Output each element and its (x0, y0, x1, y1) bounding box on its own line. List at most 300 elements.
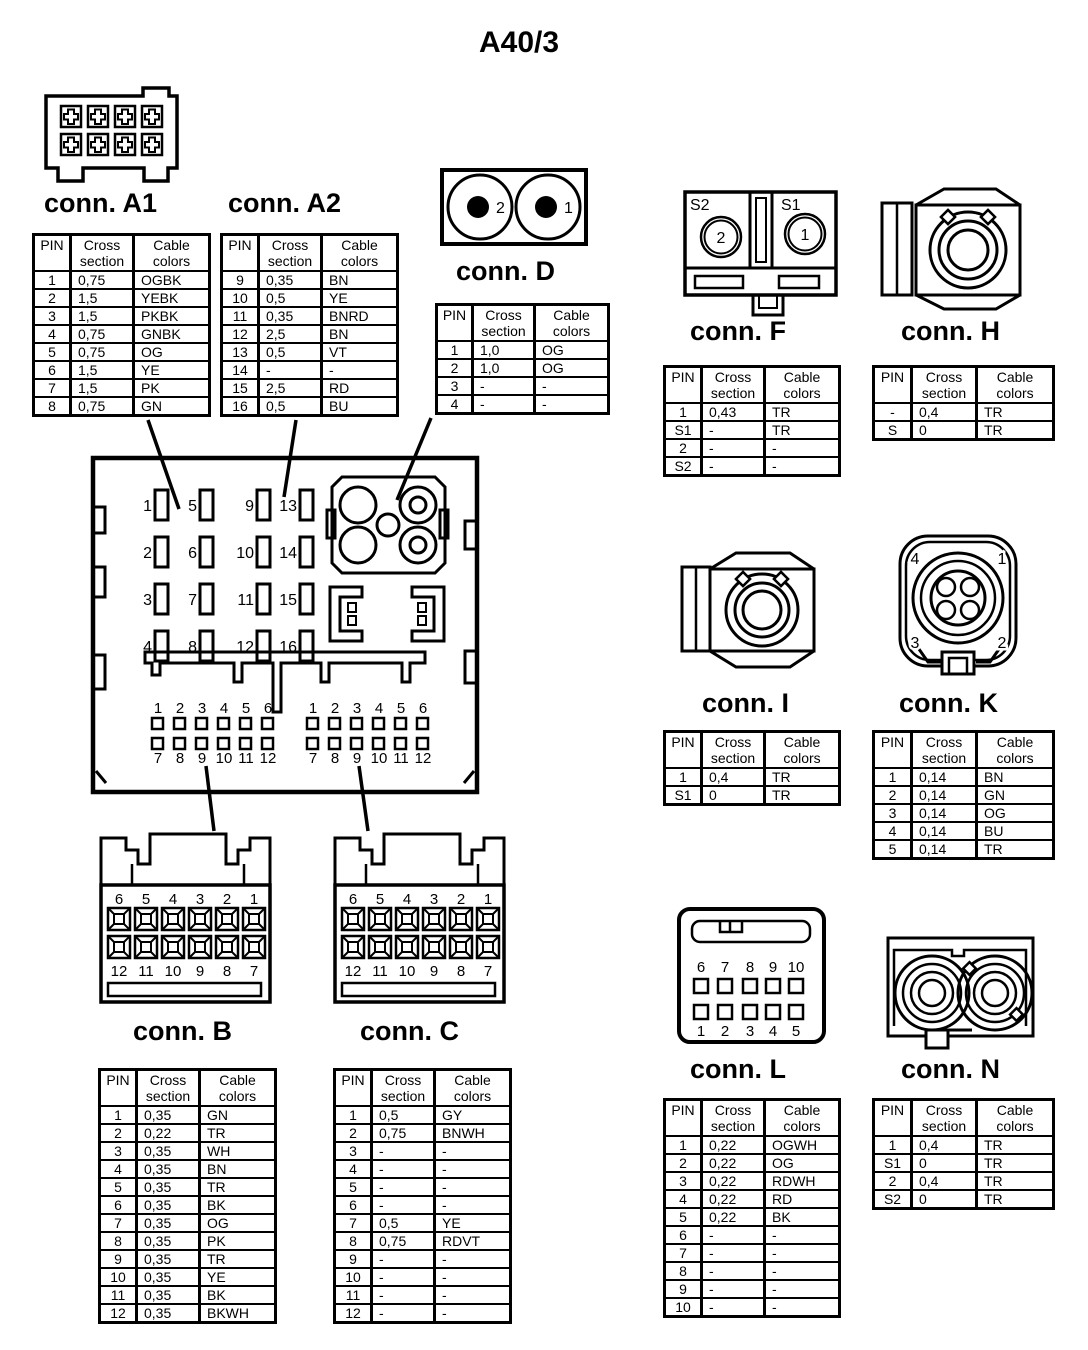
table-cell: 12 (222, 325, 259, 343)
pin-number: 4 (768, 1023, 778, 1040)
pin-number: 8 (330, 750, 340, 767)
table-cell: BU (977, 822, 1054, 840)
table-cell: 0 (702, 786, 765, 805)
table-cell: BKWH (200, 1304, 276, 1323)
table-cell: 0,35 (137, 1250, 200, 1268)
pin-number: 3 (197, 700, 207, 717)
col-cross-section: Cross section (137, 1070, 200, 1107)
table-cell: 0,75 (372, 1232, 435, 1250)
pin-number: 1 (800, 227, 810, 244)
table-row (335, 1304, 511, 1323)
pin-number: 8 (456, 963, 466, 980)
pin-number: 4 (168, 891, 178, 908)
table-cell: 0,35 (137, 1178, 200, 1196)
table-cell: YE (322, 289, 398, 307)
table-cell: 11 (222, 307, 259, 325)
table-cell: 7 (100, 1214, 137, 1232)
table-row (665, 786, 840, 805)
pin-number: 6 (114, 891, 124, 908)
table-cell: GN (977, 786, 1054, 804)
table-cell: - (535, 395, 609, 414)
conn-b-plug-drawing (98, 830, 273, 1010)
b-top-numbers (115, 891, 258, 908)
conn-l-label: conn. L (690, 1054, 786, 1084)
table-cell: PK (200, 1232, 276, 1250)
table-row (665, 768, 840, 786)
table-cell: 0,5 (259, 289, 322, 307)
table-cell: 11 (100, 1286, 137, 1304)
table-row (665, 1172, 840, 1190)
table-cell: RDWH (765, 1172, 840, 1190)
table-row (100, 1214, 276, 1232)
table-cell: 0,35 (259, 307, 322, 325)
table-row (665, 1226, 840, 1244)
table-cell: 2,5 (259, 325, 322, 343)
pin-number: 10 (787, 959, 805, 976)
pin-number: 9 (245, 498, 254, 515)
pin-number: 3 (745, 1023, 755, 1040)
table-cell: 6 (665, 1226, 702, 1244)
table-cell: 10 (100, 1268, 137, 1286)
pin-number: 5 (188, 498, 197, 515)
pin-number: 6 (348, 891, 358, 908)
col-cable-colors: Cable colors (765, 367, 840, 404)
pin-number: 2 (222, 891, 232, 908)
table-row (100, 1304, 276, 1323)
table-cell: 2 (335, 1124, 372, 1142)
table-cell: 0,35 (137, 1142, 200, 1160)
table-row (665, 1208, 840, 1226)
conn-c-pin-table (333, 1068, 512, 1324)
table-cell: TR (977, 840, 1054, 859)
table-cell: 1 (34, 271, 71, 289)
table-row (665, 1154, 840, 1172)
pin-number: 2 (716, 230, 726, 247)
shield-label: S1 (781, 197, 801, 214)
col-cable-colors: Cable colors (977, 732, 1054, 769)
pin-number: 9 (197, 750, 207, 767)
table-cell: - (702, 1280, 765, 1298)
conn-a1-pin-table (32, 233, 211, 417)
table-cell: 1 (100, 1106, 137, 1124)
f-shield-labels (690, 197, 801, 214)
table-cell: 5 (874, 840, 912, 859)
table-cell: - (874, 403, 912, 421)
l-top-numbers (697, 959, 805, 976)
table-row (874, 403, 1054, 421)
table-cell: 0,4 (912, 1172, 977, 1190)
pin-number: 11 (237, 592, 254, 609)
table-cell: 0,75 (71, 271, 134, 289)
table-row (100, 1196, 276, 1214)
table-row (874, 1190, 1054, 1209)
pin-number: 4 (143, 639, 152, 656)
table-cell: 12 (100, 1304, 137, 1323)
pin-number: 4 (910, 551, 920, 568)
pin-number: 6 (696, 959, 706, 976)
table-cell: 2 (665, 439, 702, 457)
conn-l-plug-drawing (676, 906, 830, 1048)
table-cell: 0,75 (71, 397, 134, 416)
table-cell: - (765, 439, 840, 457)
pin-number: 5 (375, 891, 385, 908)
b-sockets (108, 908, 265, 958)
table-cell: 10 (665, 1298, 702, 1317)
pin-number: 16 (279, 639, 297, 656)
conn-k-label: conn. K (899, 688, 998, 718)
table-cell: YE (200, 1268, 276, 1286)
table-cell: BNRD (322, 307, 398, 325)
table-row (335, 1178, 511, 1196)
pin-number: 9 (768, 959, 778, 976)
table-cell: 7 (665, 1244, 702, 1262)
table-cell: - (765, 1244, 840, 1262)
c-sockets (342, 908, 499, 958)
table-cell: 1 (874, 768, 912, 786)
conn-b-label: conn. B (133, 1016, 232, 1046)
table-row (335, 1232, 511, 1250)
table-cell: RD (322, 379, 398, 397)
table-cell: 9 (222, 271, 259, 289)
table-cell: TR (977, 1136, 1054, 1154)
table-cell: 10 (335, 1268, 372, 1286)
table-row (874, 822, 1054, 840)
table-cell: 0,35 (137, 1106, 200, 1124)
table-cell: 1,5 (71, 289, 134, 307)
table-cell: - (702, 439, 765, 457)
pin-number: 12 (344, 963, 362, 980)
col-cross-section: Cross section (259, 235, 322, 272)
table-cell: YE (134, 361, 210, 379)
pin-number: 11 (138, 963, 154, 980)
table-row (335, 1286, 511, 1304)
table-row (665, 1136, 840, 1154)
table-cell: - (765, 457, 840, 476)
table-cell: 3 (34, 307, 71, 325)
table-cell: 2 (100, 1124, 137, 1142)
table-cell: 0,35 (137, 1232, 200, 1250)
pin-number: 5 (396, 700, 406, 717)
table-cell: - (702, 1244, 765, 1262)
table-cell: OG (134, 343, 210, 361)
table-row (437, 377, 609, 395)
table-cell: 4 (874, 822, 912, 840)
table-cell: 2 (665, 1154, 702, 1172)
table-cell: 2 (34, 289, 71, 307)
table-cell: 1,0 (473, 341, 535, 359)
table-row (665, 1298, 840, 1317)
table-cell: 3 (665, 1172, 702, 1190)
col-cable-colors: Cable colors (765, 1100, 840, 1137)
pin-number: 3 (910, 635, 920, 652)
col-cross-section: Cross section (702, 367, 765, 404)
table-row (34, 325, 210, 343)
pin-number: 10 (370, 750, 388, 767)
table-cell: GN (200, 1106, 276, 1124)
table-cell: 0,35 (137, 1286, 200, 1304)
table-row (34, 289, 210, 307)
f-pin-numbers (717, 227, 810, 247)
col-pin: PIN (665, 732, 702, 769)
table-row (665, 1262, 840, 1280)
table-cell: GN (134, 397, 210, 416)
table-cell: 5 (665, 1208, 702, 1226)
conn-d-plug-drawing (440, 168, 588, 246)
table-row (665, 439, 840, 457)
table-cell: PK (134, 379, 210, 397)
pin-number: 8 (175, 750, 185, 767)
table-cell: TR (977, 1154, 1054, 1172)
table-cell: - (322, 361, 398, 379)
conn-b-pin-table (98, 1068, 277, 1324)
pin-number: 12 (414, 750, 432, 767)
table-cell: - (702, 421, 765, 439)
table-cell: 0,35 (137, 1214, 200, 1232)
table-cell: - (702, 1262, 765, 1280)
table-cell: 0,22 (702, 1190, 765, 1208)
table-row (222, 325, 398, 343)
table-row (874, 1136, 1054, 1154)
table-cell: 1 (335, 1106, 372, 1124)
table-cell: TR (977, 403, 1054, 421)
table-row (100, 1160, 276, 1178)
col-pin: PIN (222, 235, 259, 272)
col-pin: PIN (437, 305, 473, 342)
table-row (222, 307, 398, 325)
table-cell: 11 (335, 1286, 372, 1304)
conn-a1-label: conn. A1 (44, 188, 158, 218)
conn-h-plug-drawing (880, 183, 1032, 311)
table-cell: - (473, 377, 535, 395)
table-row (335, 1196, 511, 1214)
table-cell: 7 (335, 1214, 372, 1232)
table-cell: 3 (100, 1142, 137, 1160)
table-row (34, 361, 210, 379)
table-cell: 0 (912, 1154, 977, 1172)
pin-number: 7 (188, 592, 197, 609)
table-cell: OG (200, 1214, 276, 1232)
pin-number: 15 (279, 592, 297, 609)
table-cell: TR (765, 403, 840, 421)
table-row (100, 1268, 276, 1286)
table-cell: - (765, 1262, 840, 1280)
table-row (874, 1154, 1054, 1172)
table-row (874, 804, 1054, 822)
table-cell: BNWH (435, 1124, 511, 1142)
table-cell: BK (765, 1208, 840, 1226)
table-cell: 10 (222, 289, 259, 307)
pin-number: 3 (429, 891, 439, 908)
col-cross-section: Cross section (912, 732, 977, 769)
slot-pins (155, 490, 313, 661)
table-row (665, 1244, 840, 1262)
table-row (100, 1124, 276, 1142)
table-cell: BN (977, 768, 1054, 786)
pin-number: 1 (696, 1023, 706, 1040)
c-bottom-numbers (345, 963, 493, 980)
table-row (437, 395, 609, 414)
table-cell: - (535, 377, 609, 395)
table-row (665, 457, 840, 476)
table-row (665, 1280, 840, 1298)
col-cross-section: Cross section (702, 732, 765, 769)
table-cell: 8 (34, 397, 71, 416)
micro-pin-blocks (152, 718, 428, 749)
pin-number: 4 (219, 700, 229, 717)
table-cell: - (702, 1298, 765, 1317)
conn-f-label: conn. F (690, 316, 786, 346)
pin-number: 7 (308, 750, 318, 767)
table-cell: 4 (100, 1160, 137, 1178)
col-pin: PIN (874, 732, 912, 769)
pin-number: 12 (236, 639, 254, 656)
pin-number: 12 (110, 963, 128, 980)
b-bottom-numbers (111, 963, 259, 980)
col-cross-section: Cross section (702, 1100, 765, 1137)
pin-number: 1 (564, 200, 573, 217)
table-cell: 12 (335, 1304, 372, 1323)
table-cell: 0,75 (71, 343, 134, 361)
table-cell: 3 (874, 804, 912, 822)
pin-number: 5 (791, 1023, 801, 1040)
conn-c-plug-drawing (332, 830, 507, 1010)
col-cable-colors: Cable colors (977, 1100, 1054, 1137)
table-cell: BU (322, 397, 398, 416)
table-cell: - (259, 361, 322, 379)
table-row (222, 271, 398, 289)
conn-d-label: conn. D (456, 256, 555, 286)
table-cell: OG (535, 359, 609, 377)
table-cell: RDVT (435, 1232, 511, 1250)
pin-number: 3 (195, 891, 205, 908)
table-cell: 0,35 (137, 1196, 200, 1214)
table-row (437, 341, 609, 359)
table-cell: 0,14 (912, 768, 977, 786)
pin-number: 10 (236, 545, 254, 562)
table-cell: 16 (222, 397, 259, 416)
table-cell: - (435, 1250, 511, 1268)
table-cell: GY (435, 1106, 511, 1124)
table-cell: - (765, 1298, 840, 1317)
table-cell: 2,5 (259, 379, 322, 397)
pin-number: 12 (259, 750, 277, 767)
pin-number: 4 (374, 700, 384, 717)
table-cell: S (874, 421, 912, 440)
table-cell: 2 (874, 786, 912, 804)
conn-i-plug-drawing (680, 543, 822, 673)
table-cell: OGBK (134, 271, 210, 289)
table-row (34, 271, 210, 289)
table-cell: TR (977, 1190, 1054, 1209)
pin-number: 1 (308, 700, 318, 717)
conn-l-pin-table (663, 1098, 841, 1318)
table-cell: 0,5 (259, 397, 322, 416)
table-cell: - (372, 1250, 435, 1268)
table-cell: 5 (335, 1178, 372, 1196)
table-cell: 1,0 (473, 359, 535, 377)
conn-h-pin-table (872, 365, 1055, 441)
table-row (100, 1232, 276, 1250)
table-cell: - (435, 1196, 511, 1214)
table-cell: 0,4 (912, 403, 977, 421)
pin-number: 2 (720, 1023, 730, 1040)
shield-label: S2 (690, 197, 710, 214)
control-unit-rear-drawing (90, 455, 480, 795)
table-cell: - (765, 1280, 840, 1298)
table-cell: YEBK (134, 289, 210, 307)
pin-number: 3 (143, 592, 152, 609)
table-cell: 0,22 (702, 1208, 765, 1226)
pin-number: 8 (745, 959, 755, 976)
table-row (437, 359, 609, 377)
pin-number: 1 (997, 551, 1007, 568)
table-cell: 0,5 (372, 1106, 435, 1124)
conn-i-label: conn. I (702, 688, 789, 718)
col-cross-section: Cross section (473, 305, 535, 342)
table-row (222, 343, 398, 361)
table-row (100, 1250, 276, 1268)
col-cable-colors: Cable colors (977, 367, 1054, 404)
conn-c-label: conn. C (360, 1016, 459, 1046)
table-cell: - (435, 1286, 511, 1304)
pin-number: 10 (164, 963, 182, 980)
table-cell: - (702, 1226, 765, 1244)
table-cell: S1 (665, 421, 702, 439)
pin-number: 2 (175, 700, 185, 717)
table-cell: 1,5 (71, 379, 134, 397)
table-cell: TR (765, 421, 840, 439)
col-pin: PIN (874, 1100, 912, 1137)
col-cross-section: Cross section (912, 1100, 977, 1137)
table-cell: - (372, 1286, 435, 1304)
table-cell: BN (322, 271, 398, 289)
table-cell: 5 (34, 343, 71, 361)
table-cell: - (372, 1304, 435, 1323)
right-block-bottom-numbers (309, 750, 432, 767)
table-cell: 9 (335, 1250, 372, 1268)
table-cell: 3 (335, 1142, 372, 1160)
table-row (34, 379, 210, 397)
table-row (34, 307, 210, 325)
col-pin: PIN (874, 367, 912, 404)
table-cell: BN (322, 325, 398, 343)
right-block-top-numbers (309, 700, 427, 717)
table-cell: TR (200, 1124, 276, 1142)
table-cell: RD (765, 1190, 840, 1208)
table-cell: 1,5 (71, 307, 134, 325)
table-cell: OG (765, 1154, 840, 1172)
table-cell: OG (977, 804, 1054, 822)
col-cable-colors: Cable colors (200, 1070, 276, 1107)
table-cell: 0,22 (702, 1136, 765, 1154)
table-cell: TR (200, 1178, 276, 1196)
pin-number: 2 (997, 635, 1007, 652)
conn-k-pin-table (872, 730, 1055, 860)
table-cell: 8 (335, 1232, 372, 1250)
col-pin: PIN (335, 1070, 372, 1107)
conn-a2-pin-table (220, 233, 399, 417)
table-row (874, 421, 1054, 440)
pin-number: 1 (483, 891, 493, 908)
table-cell: 0,14 (912, 804, 977, 822)
table-cell: 0,5 (372, 1214, 435, 1232)
table-cell: VT (322, 343, 398, 361)
conn-h-label: conn. H (901, 316, 1000, 346)
table-cell: 15 (222, 379, 259, 397)
table-cell: 1 (437, 341, 473, 359)
l-bottom-numbers (697, 1023, 800, 1040)
pin-number: 5 (141, 891, 151, 908)
